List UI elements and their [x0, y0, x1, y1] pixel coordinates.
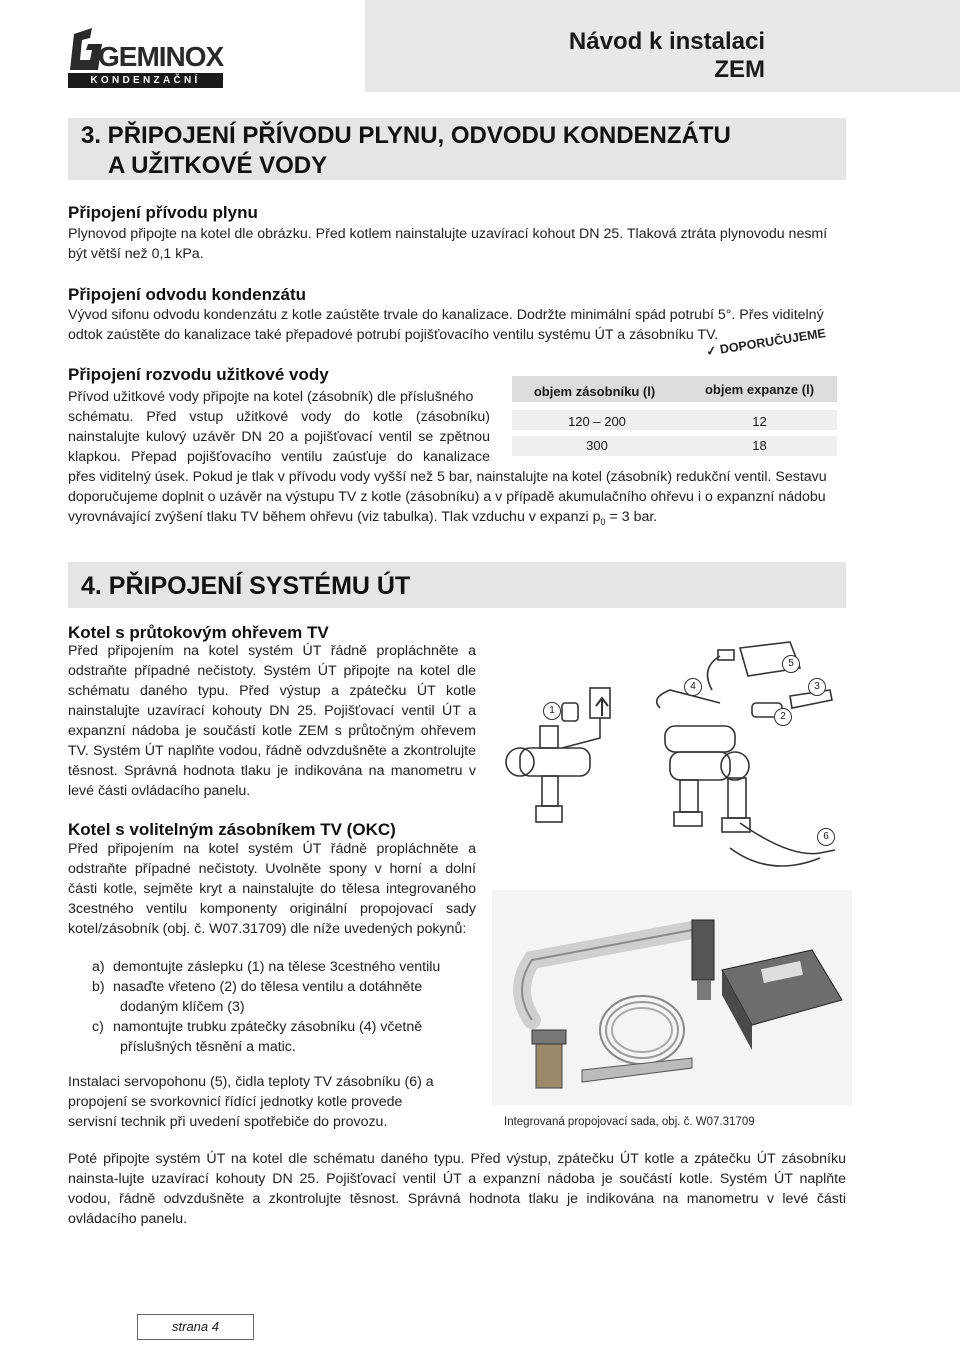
okc-heading: Kotel s volitelným zásobníkem TV (OKC): [68, 820, 396, 839]
water-line-1: Přívod užitkové vody připojte na kotel (zásobník) dle příslušného: [68, 389, 474, 405]
step-a-marker: a): [92, 959, 105, 975]
step-c-text2: příslušných těsnění a matic.: [120, 1039, 296, 1055]
water-rest-a: přes viditelný úsek. Pokud je tlak v přívodu vody vyšší než 5 bar, nainstalujte na kotel (zásobník) redukční ventil. Sestavu doporučujeme doplnit o uzávěr na výstupu TV z kotle (zásobníku) a v případě akumulačního ohřevu i o expanzní nádobu vyrovnávající zvýšení tlaku TV během ohřevu (viz tabulka). Tlak vzduchu v expanzi p: [68, 469, 827, 525]
page-title: Návod k instalaci ZEM: [568, 28, 765, 83]
step-a-text: demontujte záslepku (1) na tělese 3cestného ventilu: [113, 959, 441, 975]
step-b-marker: b): [92, 979, 105, 995]
label-2: 2: [774, 708, 792, 726]
label-4: 4: [684, 678, 702, 696]
water-heading: Připojení rozvodu užitkové vody: [68, 365, 329, 384]
label-6: 6: [817, 828, 835, 846]
water-text-left: [68, 387, 490, 467]
step-c-marker: c): [92, 1019, 104, 1035]
label-3: 3: [808, 678, 826, 696]
final-text: Poté připojte systém ÚT na kotel dle schématu daného typu. Před výstup, zpátečku ÚT kotle a zpátečku ÚT zásobníku nainsta-lujte uzavírací kohouty DN 25. Pojišťovací ventil ÚT a expanzní nádoba je součástí kotle. Systém ÚT naplňte vodou, řádně odvzdušněte a zkontrolujte těsnost. Správná hodnota tlaku je indikována na manometru v levé části ovládacího panelu.: [68, 1151, 846, 1227]
page-number: strana 4: [137, 1314, 254, 1340]
condensate-text: Vývod sifonu odvodu kondenzátu z kotle zaústěte trvale do kanalizace. Dodržte minimální spád potrubí 5°. Přes viditelný odtok zaústěte do kanalizace také přepadové potrubí pojišťovacího ventilu systému ÚT a zásobníku TV.: [68, 307, 824, 343]
step-c-text1: namontujte trubku zpátečky zásobníku (4) včetně: [113, 1019, 423, 1035]
logo-graphic: [68, 26, 228, 74]
section3-title-line1: 3. PŘIPOJENÍ PŘÍVODU PLYNU, ODVODU KONDENZÁTU: [81, 122, 731, 149]
table-col2-header: objem expanze (l): [704, 382, 815, 397]
step-b: [92, 977, 472, 1017]
pressure-subscript: 0: [600, 516, 606, 527]
label-5: 5: [782, 655, 800, 673]
logo-text: GEMINOX: [98, 41, 224, 72]
step-b-text2: dodaným klíčem (3): [120, 999, 245, 1015]
exploded-drawing-svg: [490, 628, 870, 893]
section4-title: 4. PŘIPOJENÍ SYSTÉMU ÚT: [81, 572, 411, 600]
exploded-drawing: [490, 628, 870, 893]
water-text-rest: [68, 467, 850, 532]
gas-text: Plynovod připojte na kotel dle obrázku. Před kotlem nainstalujte uzavírací kohout DN 25. Tlaková ztráta plynovodu nesmí být větší než 0,1 kPa.: [68, 226, 828, 262]
water-line-4: klapkou. Přepad pojišťovacího ventilu zaúsťuje do kanalizace: [68, 449, 490, 465]
table-cell-expansion-2: 18: [752, 438, 767, 453]
condensate-heading: Připojení odvodu kondenzátu: [68, 285, 306, 304]
okc-text: Před připojením na kotel systém ÚT řádně propláchněte a odstraňte případné nečistoty. Uvolněte spony v horní a dolní části kotle, sejměte kryt a nainstalujte do tělesa integrovaného 3cestného ventilu komponenty originální propojovací sady kotel/zásobník (obj. č. W07.31709) dle níže uvedených pokynů:: [68, 841, 476, 937]
step-c: [92, 1017, 472, 1057]
water-rest-b: = 3 bar.: [605, 509, 658, 525]
logo-tagline: KONDENZAČNÍ KOTLE: [68, 73, 223, 88]
section3-title-band: [68, 118, 846, 180]
gas-heading: Připojení přívodu plynu: [68, 203, 258, 222]
section3-title-line2: A UŽITKOVÉ VODY: [108, 152, 328, 179]
section4-title-band: [68, 562, 846, 608]
label-1: 1: [543, 702, 561, 720]
expansion-table: [512, 376, 837, 462]
water-line-2: schématu. Před vstup užitkové vody do kotle (zásobníku): [68, 409, 490, 425]
step-a: [92, 957, 472, 977]
step-b-text1: nasaďte vřeteno (2) do tělesa ventilu a dotáhněte: [113, 979, 423, 995]
kit-photo-svg: [492, 890, 852, 1105]
figure-caption: Integrovaná propojovací sada, obj. č. W07.31709: [504, 1116, 755, 1128]
recommend-stamp: ✓ DOPORUČUJEME: [705, 326, 827, 359]
okc-steps: [92, 957, 472, 1057]
flow-text: Před připojením na kotel systém ÚT řádně propláchněte a odstraňte případné nečistoty. Systém ÚT připojte na kotel dle schématu daného typu. Před výstup a zpátečku ÚT kotle nainstalujte uzavírací kohouty DN 25. Pojišťovací ventil ÚT a expanzní nádoba je součástí kotle ZEM s průtočným ohřevem TV. Systém ÚT naplňte vodou, řádně odvzdušněte a zkontrolujte těsnost. Správná hodnota tlaku je indikována na manometru v levé části ovládacího panelu.: [68, 643, 476, 799]
table-cell-expansion-1: 12: [752, 414, 767, 429]
table-col1-header: objem zásobníku (l): [533, 384, 656, 399]
water-line-3: nainstalujte kulový uzávěr DN 20 a pojišťovací ventil se zpětnou: [68, 429, 490, 445]
servo-text: Instalaci servopohonu (5), čidla teploty TV zásobníku (6) a propojení se svorkovnicí řídící jednotky kotle provede servisní technik při uvedení spotřebiče do provozu.: [68, 1074, 434, 1130]
flow-heading: Kotel s průtokovým ohřevem TV: [68, 623, 329, 642]
kit-photo: [492, 890, 852, 1105]
table-cell-volume-2: 300: [586, 438, 608, 453]
table-cell-volume-1: 120 – 200: [568, 414, 626, 429]
